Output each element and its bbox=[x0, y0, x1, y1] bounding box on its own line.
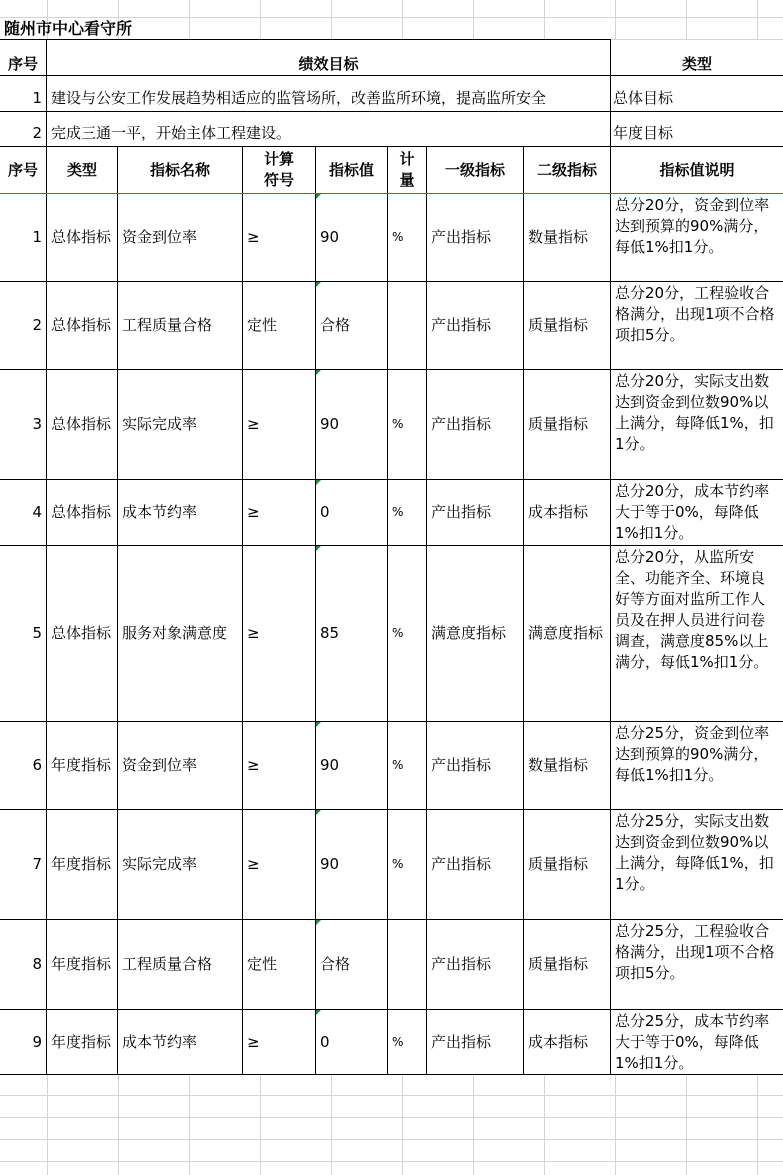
row-unit-text: % bbox=[392, 505, 404, 519]
indicator-header-name-text: 指标名称 bbox=[149, 160, 210, 179]
row-symbol-text: 定性 bbox=[247, 316, 278, 334]
indicator-header-symbol[interactable] bbox=[243, 147, 316, 194]
row-symbol[interactable] bbox=[243, 722, 316, 810]
row-description-text: 总分20分，从监所安全、功能齐全、环境良好等方面对监所工作人员及在押人员进行问卷调查，满意度85%以上满分，每低1%扣1分。 bbox=[615, 548, 769, 671]
row-value[interactable] bbox=[316, 722, 388, 810]
row-seq[interactable] bbox=[0, 370, 47, 480]
row-level2-text: 数量指标 bbox=[528, 756, 589, 774]
row-symbol[interactable] bbox=[243, 920, 316, 1010]
number-as-text-indicator bbox=[316, 920, 321, 925]
row-description[interactable] bbox=[611, 282, 783, 370]
row-level1-text: 产出指标 bbox=[431, 1032, 492, 1051]
row-value[interactable] bbox=[316, 546, 388, 722]
row-indicator-name[interactable] bbox=[118, 480, 243, 546]
goal-header-goal[interactable] bbox=[47, 40, 611, 76]
row-unit[interactable] bbox=[388, 370, 427, 480]
goal-row-text[interactable] bbox=[47, 112, 611, 147]
row-symbol[interactable] bbox=[243, 1010, 316, 1075]
row-seq-text: 3 bbox=[32, 415, 42, 433]
row-type[interactable] bbox=[47, 810, 118, 920]
row-unit[interactable] bbox=[388, 546, 427, 722]
goal-header-seq-text: 序号 bbox=[7, 55, 38, 73]
row-seq-text: 9 bbox=[32, 1032, 42, 1051]
row-level2[interactable] bbox=[524, 810, 611, 920]
row-seq[interactable] bbox=[0, 920, 47, 1010]
row-level2-text: 成本指标 bbox=[528, 1032, 589, 1051]
row-description[interactable] bbox=[611, 480, 783, 546]
row-level2-text: 质量指标 bbox=[528, 955, 589, 973]
indicator-header-level1-text: 一级指标 bbox=[444, 160, 505, 179]
number-as-text-indicator bbox=[316, 370, 321, 375]
row-type-text: 年度指标 bbox=[51, 1032, 112, 1051]
row-indicator-name-text: 工程质量合格 bbox=[122, 955, 213, 973]
row-level2-text: 质量指标 bbox=[528, 316, 589, 334]
row-value[interactable] bbox=[316, 480, 388, 546]
row-description-text: 总分25分，工程验收合格满分，出现1项不合格项扣5分。 bbox=[615, 922, 775, 982]
row-type[interactable] bbox=[47, 370, 118, 480]
row-description-text: 总分25分，资金到位率达到预算的90%满分，每低1%扣1分。 bbox=[615, 724, 770, 784]
indicator-header-level2[interactable] bbox=[524, 147, 611, 194]
row-seq[interactable] bbox=[0, 480, 47, 546]
row-level2[interactable] bbox=[524, 370, 611, 480]
row-unit[interactable] bbox=[388, 194, 427, 282]
row-level2[interactable] bbox=[524, 920, 611, 1010]
indicator-header-unit-text: 计量 bbox=[399, 150, 415, 189]
goal-row-type-text: 年度目标 bbox=[613, 124, 674, 142]
row-symbol-text: ≥ bbox=[247, 624, 260, 642]
row-unit[interactable] bbox=[388, 920, 427, 1010]
indicator-header-type[interactable] bbox=[47, 147, 118, 194]
row-value-text: 90 bbox=[320, 756, 340, 774]
row-unit-text: % bbox=[392, 758, 404, 772]
row-type[interactable] bbox=[47, 1010, 118, 1075]
row-seq[interactable] bbox=[0, 194, 47, 282]
row-level1[interactable] bbox=[427, 480, 524, 546]
row-description-text: 总分20分，实际支出数达到资金到位数90%以上满分，每降低1%，扣1分。 bbox=[615, 372, 774, 453]
row-type[interactable] bbox=[47, 194, 118, 282]
row-symbol-text: ≥ bbox=[247, 415, 260, 433]
row-unit-text: % bbox=[392, 417, 404, 431]
indicator-header-desc[interactable] bbox=[611, 147, 783, 194]
row-value-text: 0 bbox=[320, 1032, 330, 1051]
row-value-text: 合格 bbox=[320, 955, 351, 973]
row-indicator-name[interactable] bbox=[118, 282, 243, 370]
number-as-text-indicator bbox=[316, 722, 321, 727]
row-symbol-text: ≥ bbox=[247, 503, 260, 521]
row-value-text: 0 bbox=[320, 503, 330, 521]
indicator-header-level1[interactable] bbox=[427, 147, 524, 194]
goal-row-text-text: 建设与公安工作发展趋势相适应的监管场所，改善监所环境，提高监所安全 bbox=[51, 89, 547, 107]
row-symbol[interactable] bbox=[243, 810, 316, 920]
row-symbol[interactable] bbox=[243, 370, 316, 480]
row-type[interactable] bbox=[47, 480, 118, 546]
row-symbol-text: 定性 bbox=[247, 955, 278, 973]
goal-row-seq-text: 1 bbox=[32, 89, 42, 107]
goal-row-type[interactable] bbox=[611, 112, 783, 147]
row-seq[interactable] bbox=[0, 722, 47, 810]
row-unit-text: % bbox=[392, 230, 404, 244]
goal-row-seq[interactable] bbox=[0, 112, 47, 147]
row-value[interactable] bbox=[316, 370, 388, 480]
row-indicator-name[interactable] bbox=[118, 722, 243, 810]
row-indicator-name-text: 工程质量合格 bbox=[122, 316, 213, 334]
row-indicator-name-text: 实际完成率 bbox=[122, 855, 198, 873]
row-level2[interactable] bbox=[524, 1010, 611, 1075]
row-symbol-text: ≥ bbox=[247, 1032, 260, 1051]
row-description[interactable] bbox=[611, 1010, 783, 1075]
indicator-header-level2-text: 二级指标 bbox=[536, 160, 597, 179]
row-level2[interactable] bbox=[524, 722, 611, 810]
indicator-header-name[interactable] bbox=[118, 147, 243, 194]
row-unit-text: % bbox=[392, 857, 404, 871]
row-symbol[interactable] bbox=[243, 546, 316, 722]
row-value[interactable] bbox=[316, 194, 388, 282]
row-seq[interactable] bbox=[0, 282, 47, 370]
row-type-text: 总体指标 bbox=[51, 415, 112, 433]
row-level2-text: 满意度指标 bbox=[528, 624, 604, 642]
row-value-text: 90 bbox=[320, 855, 340, 873]
row-type-text: 总体指标 bbox=[51, 228, 112, 246]
row-level1[interactable] bbox=[427, 370, 524, 480]
indicator-header-unit[interactable] bbox=[388, 147, 427, 194]
row-level2[interactable] bbox=[524, 546, 611, 722]
row-seq-text: 1 bbox=[32, 228, 42, 246]
row-seq-text: 5 bbox=[32, 624, 42, 642]
row-value[interactable] bbox=[316, 920, 388, 1010]
row-level1-text: 产出指标 bbox=[431, 855, 492, 873]
row-value-text: 90 bbox=[320, 415, 340, 433]
indicator-header-seq-text: 序号 bbox=[7, 160, 38, 179]
row-seq[interactable] bbox=[0, 810, 47, 920]
row-unit-text: % bbox=[392, 1034, 404, 1049]
row-level2-text: 数量指标 bbox=[528, 228, 589, 246]
row-unit[interactable] bbox=[388, 480, 427, 546]
row-level2-text: 质量指标 bbox=[528, 415, 589, 433]
row-level1-text: 产出指标 bbox=[431, 955, 492, 973]
row-value[interactable] bbox=[316, 810, 388, 920]
row-value-text: 85 bbox=[320, 624, 340, 642]
row-value[interactable] bbox=[316, 282, 388, 370]
row-description[interactable] bbox=[611, 546, 783, 722]
row-indicator-name[interactable] bbox=[118, 546, 243, 722]
row-indicator-name-text: 成本节约率 bbox=[122, 1032, 198, 1051]
row-seq[interactable] bbox=[0, 546, 47, 722]
goal-header-type[interactable] bbox=[611, 40, 783, 76]
row-indicator-name-text: 服务对象满意度 bbox=[122, 624, 228, 642]
row-type-text: 年度指标 bbox=[51, 855, 112, 873]
row-seq-text: 6 bbox=[32, 756, 42, 774]
row-level1[interactable] bbox=[427, 546, 524, 722]
row-type-text: 年度指标 bbox=[51, 955, 112, 973]
row-indicator-name-text: 资金到位率 bbox=[122, 756, 198, 774]
row-symbol[interactable] bbox=[243, 282, 316, 370]
row-type[interactable] bbox=[47, 722, 118, 810]
row-indicator-name[interactable] bbox=[118, 194, 243, 282]
row-unit[interactable] bbox=[388, 722, 427, 810]
row-symbol[interactable] bbox=[243, 194, 316, 282]
row-indicator-name[interactable] bbox=[118, 810, 243, 920]
row-indicator-name[interactable] bbox=[118, 920, 243, 1010]
row-seq-text: 7 bbox=[32, 855, 42, 873]
row-level2[interactable] bbox=[524, 480, 611, 546]
row-level1-text: 产出指标 bbox=[431, 503, 492, 521]
number-as-text-indicator bbox=[316, 810, 321, 815]
row-unit[interactable] bbox=[388, 810, 427, 920]
row-level2-text: 质量指标 bbox=[528, 855, 589, 873]
row-description[interactable] bbox=[611, 722, 783, 810]
row-symbol-text: ≥ bbox=[247, 756, 260, 774]
row-type-text: 总体指标 bbox=[51, 503, 112, 521]
row-level2[interactable] bbox=[524, 194, 611, 282]
number-as-text-indicator bbox=[316, 194, 321, 199]
goal-row-text-text: 完成三通一平，开始主体工程建设。 bbox=[51, 124, 292, 142]
row-seq-text: 8 bbox=[32, 955, 42, 973]
row-type-text: 年度指标 bbox=[51, 756, 112, 774]
row-seq-text: 4 bbox=[32, 503, 42, 521]
row-type-text: 总体指标 bbox=[51, 316, 112, 334]
row-description-text: 总分20分，成本节约率大于等于0%，每降低1%扣1分。 bbox=[615, 482, 770, 542]
row-indicator-name-text: 成本节约率 bbox=[122, 503, 198, 521]
goal-row-type[interactable] bbox=[611, 76, 783, 112]
goal-row-seq-text: 2 bbox=[32, 124, 42, 142]
row-level2-text: 成本指标 bbox=[528, 503, 589, 521]
goal-header-goal-text: 绩效目标 bbox=[298, 55, 359, 73]
number-as-text-indicator bbox=[316, 480, 321, 485]
row-description-text: 总分20分，工程验收合格满分，出现1项不合格项扣5分。 bbox=[615, 284, 775, 344]
row-indicator-name-text: 资金到位率 bbox=[122, 228, 198, 246]
indicator-header-value-text: 指标值 bbox=[328, 160, 374, 179]
indicator-header-value[interactable] bbox=[316, 147, 388, 194]
goal-row-seq[interactable] bbox=[0, 76, 47, 112]
row-description[interactable] bbox=[611, 370, 783, 480]
indicator-header-seq[interactable] bbox=[0, 147, 47, 194]
number-as-text-indicator bbox=[316, 546, 321, 551]
row-description[interactable] bbox=[611, 920, 783, 1010]
row-level1-text: 满意度指标 bbox=[431, 624, 507, 642]
row-type[interactable] bbox=[47, 920, 118, 1010]
goal-header-type-text: 类型 bbox=[681, 55, 712, 73]
row-indicator-name[interactable] bbox=[118, 370, 243, 480]
row-level1[interactable] bbox=[427, 810, 524, 920]
row-description-text: 总分25分，实际支出数达到资金到位数90%以上满分，每降低1%，扣1分。 bbox=[615, 812, 774, 893]
row-description-text: 总分20分，资金到位率达到预算的90%满分，每低1%扣1分。 bbox=[615, 196, 770, 256]
row-level1[interactable] bbox=[427, 1010, 524, 1075]
row-description-text: 总分25分，成本节约率大于等于0%，每降低1%扣1分。 bbox=[615, 1012, 770, 1072]
row-level1-text: 产出指标 bbox=[431, 228, 492, 246]
indicator-header-symbol-text: 计算符号 bbox=[263, 150, 294, 189]
row-level1-text: 产出指标 bbox=[431, 756, 492, 774]
indicator-header-type-text: 类型 bbox=[66, 160, 97, 179]
row-value-text: 合格 bbox=[320, 316, 351, 334]
sheet-title: 随州市中心看守所 bbox=[4, 19, 133, 38]
row-level2[interactable] bbox=[524, 282, 611, 370]
row-value[interactable] bbox=[316, 1010, 388, 1075]
row-unit[interactable] bbox=[388, 1010, 427, 1075]
number-as-text-indicator bbox=[316, 1010, 321, 1015]
row-level1[interactable] bbox=[427, 282, 524, 370]
row-indicator-name[interactable] bbox=[118, 1010, 243, 1075]
goal-row-text[interactable] bbox=[47, 76, 611, 112]
row-unit[interactable] bbox=[388, 282, 427, 370]
row-level1[interactable] bbox=[427, 194, 524, 282]
row-symbol-text: ≥ bbox=[247, 855, 260, 873]
row-value-text: 90 bbox=[320, 228, 340, 246]
goal-row-type-text: 总体目标 bbox=[613, 89, 674, 107]
row-seq-text: 2 bbox=[32, 316, 42, 334]
row-unit-text: % bbox=[392, 626, 404, 640]
row-description[interactable] bbox=[611, 194, 783, 282]
indicator-header-desc-text: 指标值说明 bbox=[659, 160, 735, 179]
row-indicator-name-text: 实际完成率 bbox=[122, 415, 198, 433]
row-level1-text: 产出指标 bbox=[431, 415, 492, 433]
row-type[interactable] bbox=[47, 546, 118, 722]
row-level1[interactable] bbox=[427, 920, 524, 1010]
row-level1[interactable] bbox=[427, 722, 524, 810]
row-level1-text: 产出指标 bbox=[431, 316, 492, 334]
row-symbol-text: ≥ bbox=[247, 228, 260, 246]
row-description[interactable] bbox=[611, 810, 783, 920]
row-symbol[interactable] bbox=[243, 480, 316, 546]
number-as-text-indicator bbox=[316, 282, 321, 287]
row-type-text: 总体指标 bbox=[51, 624, 112, 642]
row-seq[interactable] bbox=[0, 1010, 47, 1075]
goal-header-seq[interactable] bbox=[0, 40, 47, 76]
row-type[interactable] bbox=[47, 282, 118, 370]
